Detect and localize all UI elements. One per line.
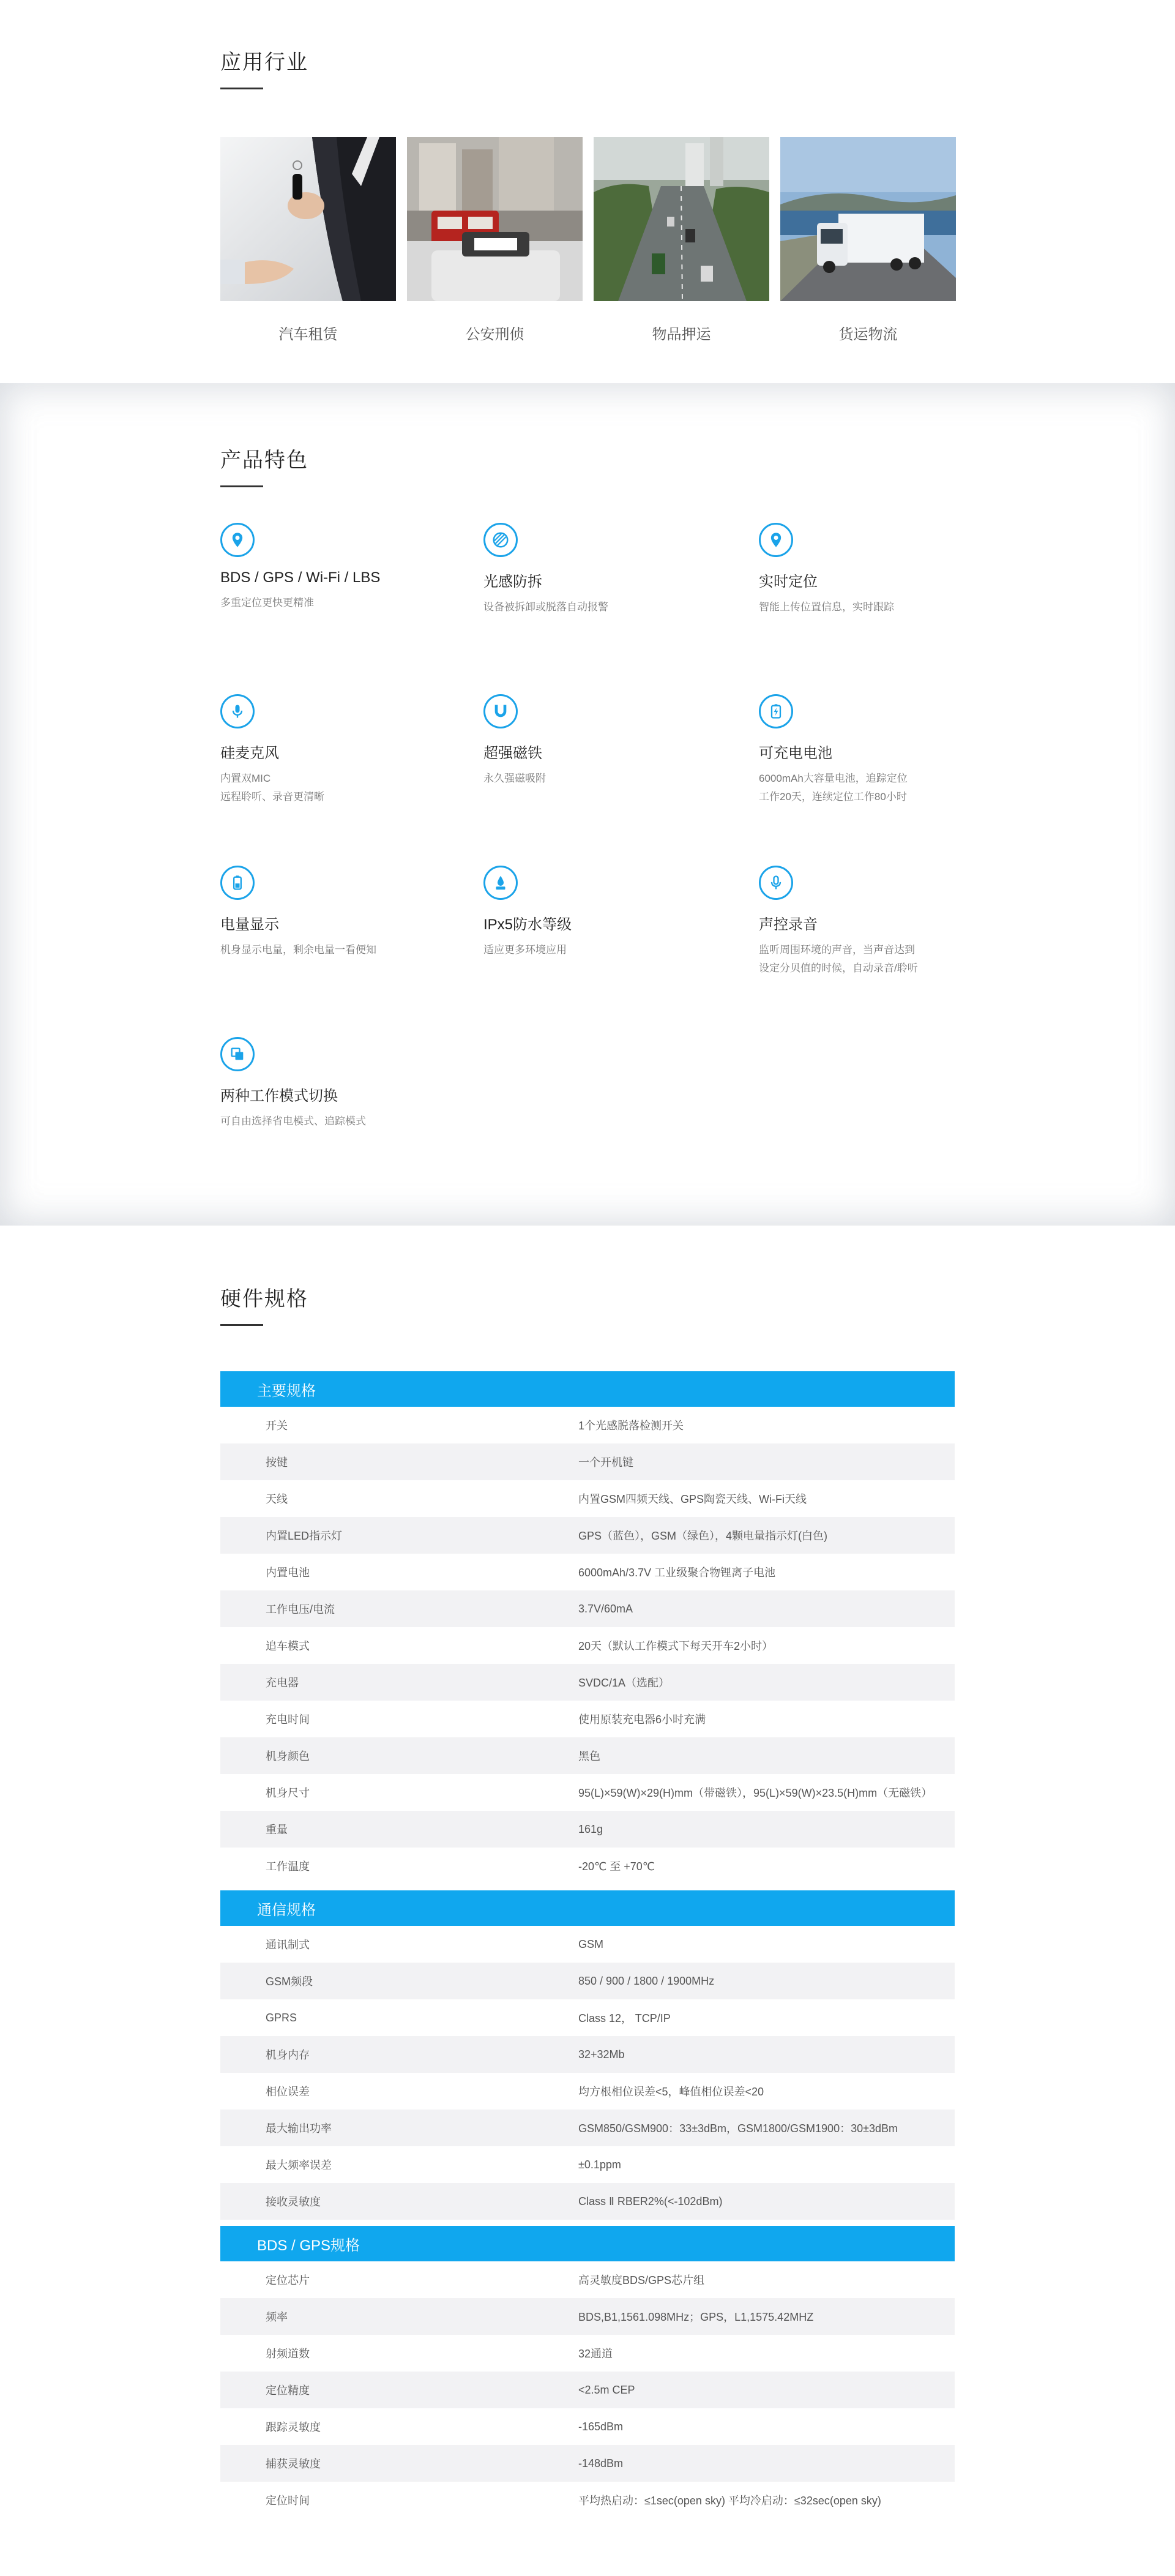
title-underline [220,1324,263,1326]
spec-row [220,2036,955,2073]
car-key-handover-photo [220,137,396,301]
feature-desc: 6000mAh大容量电池，追踪定位 工作20天，连续定位工作80小时 [759,773,908,803]
spec-value: 高灵敏度BDS/GPS芯片组 [578,2274,705,2286]
feature-title: BDS / GPS / Wi-Fi / LBS [220,569,381,586]
spec-row [220,2372,955,2408]
spec-key: 机身颜色 [220,1737,578,1774]
spec-key: 机身内存 [220,2036,578,2073]
spec-value: 1个光感脱落检测开关 [578,1420,684,1432]
spec-value: -148dBm [578,2445,955,2482]
spec-key: 定位精度 [220,2372,578,2408]
feature-desc: 永久强磁吸附 [483,773,546,784]
spec-key: GSM频段 [220,1963,578,1999]
spec-value: BDS,B1,1561.098MHz；GPS，L1,1575.42MHZ [578,2298,955,2335]
spec-key: 最大频率误差 [266,2159,332,2171]
feature-desc: 监听周围环境的声音，当声音达到 设定分贝值的时候，自动录音/聆听 [759,944,918,974]
feature-item [483,694,759,866]
spec-row [220,1737,955,1774]
feature-item [220,866,483,1037]
industry-section [0,0,1175,383]
spec-row [220,2408,955,2445]
feature-desc: 机身显示电量，剩余电量一看便知 [220,944,376,956]
spec-key: 跟踪灵敏度 [266,2421,321,2433]
spec-value: -165dBm [578,2420,624,2433]
title-underline [220,88,263,89]
feature-item [483,866,759,1037]
spec-key: 开关 [266,1420,288,1432]
spec-key: GPRS [266,2011,297,2024]
location-pin-icon [220,523,255,557]
spec-row [220,1407,955,1443]
feature-title: 超强磁铁 [483,745,542,762]
spec-key: 充电器 [220,1664,578,1701]
features-grid [220,523,955,1208]
spec-key: 射频道数 [266,2348,310,2360]
feature-desc: 设备被拆卸或脱落自动报警 [483,601,608,613]
spec-row [220,1774,955,1811]
spec-row [220,2110,955,2146]
feature-item [220,1037,483,1208]
industry-card-police[interactable] [407,137,583,343]
specs-section [0,1226,1175,2567]
spec-value: 161g [578,1811,955,1848]
feature-title: 电量显示 [220,916,279,933]
spec-row [220,2445,955,2482]
spec-group-title: 主要规格 [220,1371,955,1407]
specs-title: 硬件规格 [220,1287,308,1311]
light-sensor-icon [483,523,518,557]
spec-row [220,1664,955,1701]
spec-key: 工作电压/电流 [220,1590,578,1627]
feature-title: 硅麦克风 [220,745,279,762]
spec-value: <2.5m CEP [578,2372,955,2408]
spec-value: 平均热启动：≤1sec(open sky) 平均冷启动：≤32sec(open sky) [578,2495,881,2507]
spec-key: 定位芯片 [266,2274,310,2286]
voice-mic-icon [759,866,793,900]
spec-key: 重量 [220,1811,578,1848]
spec-row [220,1999,955,2036]
battery-level-icon [220,866,255,900]
spec-value: 32+32Mb [578,2036,955,2073]
spec-row [220,1926,955,1963]
industry-grid [220,137,955,343]
spec-key: 充电时间 [266,1713,310,1726]
spec-key: 通讯制式 [266,1939,310,1951]
spec-row [220,1480,955,1517]
spec-row [220,2335,955,2372]
spec-value: 内置GSM四频天线、GPS陶瓷天线、Wi-Fi天线 [578,1493,807,1505]
group-spacer [220,2220,955,2226]
feature-title: 可充电电池 [759,745,832,762]
industry-caption: 物品押运 [652,326,711,343]
spec-value: GPS（蓝色），GSM（绿色），4颗电量指示灯(白色) [578,1517,955,1554]
feature-item [483,523,759,694]
spec-group-header [220,1371,955,1407]
spec-row [220,1517,955,1554]
spec-value: Class Ⅱ RBER2%(<-102dBm) [578,2183,955,2220]
spec-row [220,2183,955,2220]
spec-row [220,2146,955,2183]
spec-value: GSM850/GSM900：33±3dBm，GSM1800/GSM1900：30±3dBm [578,2110,955,2146]
spec-value: Class 12， TCP/IP [578,2012,671,2024]
spec-value: 黑色 [578,1737,955,1774]
spec-value: 3.7V/60mA [578,1590,955,1627]
spec-key: 天线 [266,1493,288,1505]
freight-truck-photo [780,137,956,301]
feature-item [759,523,955,694]
spec-key: 相位误差 [266,2086,310,2098]
spec-value: 一个开机键 [578,1443,955,1480]
title-underline [220,485,263,487]
spec-key: 按键 [220,1443,578,1480]
spec-row [220,1627,955,1664]
feature-title: 实时定位 [759,574,818,590]
highway-traffic-photo [594,137,769,301]
features-section [0,383,1175,1226]
feature-item [759,866,955,1037]
spec-value: SVDC/1A（选配） [578,1664,955,1701]
spec-value: 使用原装充电器6小时充满 [578,1713,706,1726]
spec-group-header [220,2226,955,2261]
spec-key: 内置LED指示灯 [220,1517,578,1554]
spec-row [220,2298,955,2335]
location-pin-icon [759,523,793,557]
spec-row [220,2073,955,2110]
spec-key: 追车模式 [266,1640,310,1652]
feature-item [220,523,483,694]
spec-group-title: 通信规格 [220,1890,955,1926]
microphone-icon [220,694,255,728]
spec-key: 最大输出功率 [220,2110,578,2146]
feature-desc: 智能上传位置信息，实时跟踪 [759,601,894,613]
magnet-icon [483,694,518,728]
spec-value: 32通道 [578,2348,613,2360]
spec-row [220,1811,955,1848]
spec-value: GSM [578,1938,604,1950]
features-title: 产品特色 [220,449,308,472]
industry-card-logistics[interactable] [780,137,956,343]
feature-desc: 内置双MIC 远程聆听、录音更清晰 [220,773,324,803]
industry-title: 应用行业 [220,51,308,74]
feature-title: 两种工作模式切换 [220,1088,338,1104]
spec-row [220,1963,955,1999]
spec-key: 捕获灵敏度 [220,2445,578,2482]
police-fire-vehicles-photo [407,137,583,301]
specs-table [220,1371,955,2518]
spec-row [220,1554,955,1590]
mode-switch-icon [220,1037,255,1071]
spec-value: -20℃ 至 +70℃ [578,1860,655,1873]
spec-group-header [220,1890,955,1926]
spec-key: 工作温度 [266,1860,310,1873]
spec-key: 内置电池 [266,1567,310,1579]
feature-desc: 适应更多环境应用 [483,944,567,956]
industry-card-escort[interactable] [594,137,769,343]
spec-row [220,1590,955,1627]
industry-caption: 货运物流 [838,326,898,343]
spec-row [220,1443,955,1480]
spec-row [220,1701,955,1737]
feature-item [759,694,955,866]
spec-value: ±0.1ppm [578,2158,621,2171]
feature-title: IPx5防水等级 [483,916,572,933]
spec-value: 20天（默认工作模式下每天开车2小时） [578,1640,774,1652]
spec-value: 6000mAh/3.7V 工业级聚合物锂离子电池 [578,1567,776,1579]
spec-row [220,2261,955,2298]
feature-item [220,694,483,866]
spec-key: 机身尺寸 [266,1787,310,1799]
waterproof-ipx5-icon [483,866,518,900]
spec-group-title: BDS / GPS规格 [220,2226,955,2261]
industry-caption: 汽车租赁 [278,326,338,343]
spec-key: 定位时间 [266,2495,310,2507]
specs-table-body [220,1371,955,2518]
spec-key: 频率 [220,2298,578,2335]
industry-card-car-rental[interactable] [220,137,396,343]
feature-desc: 多重定位更快更精准 [220,597,314,608]
feature-desc: 可自由选择省电模式、追踪模式 [220,1115,366,1127]
spec-row [220,1848,955,1884]
spec-value: 95(L)×59(W)×29(H)mm（带磁铁），95(L)×59(W)×23.5(H)mm（无磁铁） [578,1787,933,1799]
battery-charge-icon [759,694,793,728]
spec-value: 850 / 900 / 1800 / 1900MHz [578,1963,955,1999]
feature-title: 声控录音 [759,916,818,933]
spec-key: 接收灵敏度 [220,2183,578,2220]
industry-caption: 公安刑侦 [465,326,524,343]
spec-row [220,2482,955,2518]
spec-value: 均方根相位误差<5，峰值相位误差<20 [578,2086,764,2098]
feature-title: 光感防拆 [483,574,542,590]
group-spacer [220,1884,955,1890]
